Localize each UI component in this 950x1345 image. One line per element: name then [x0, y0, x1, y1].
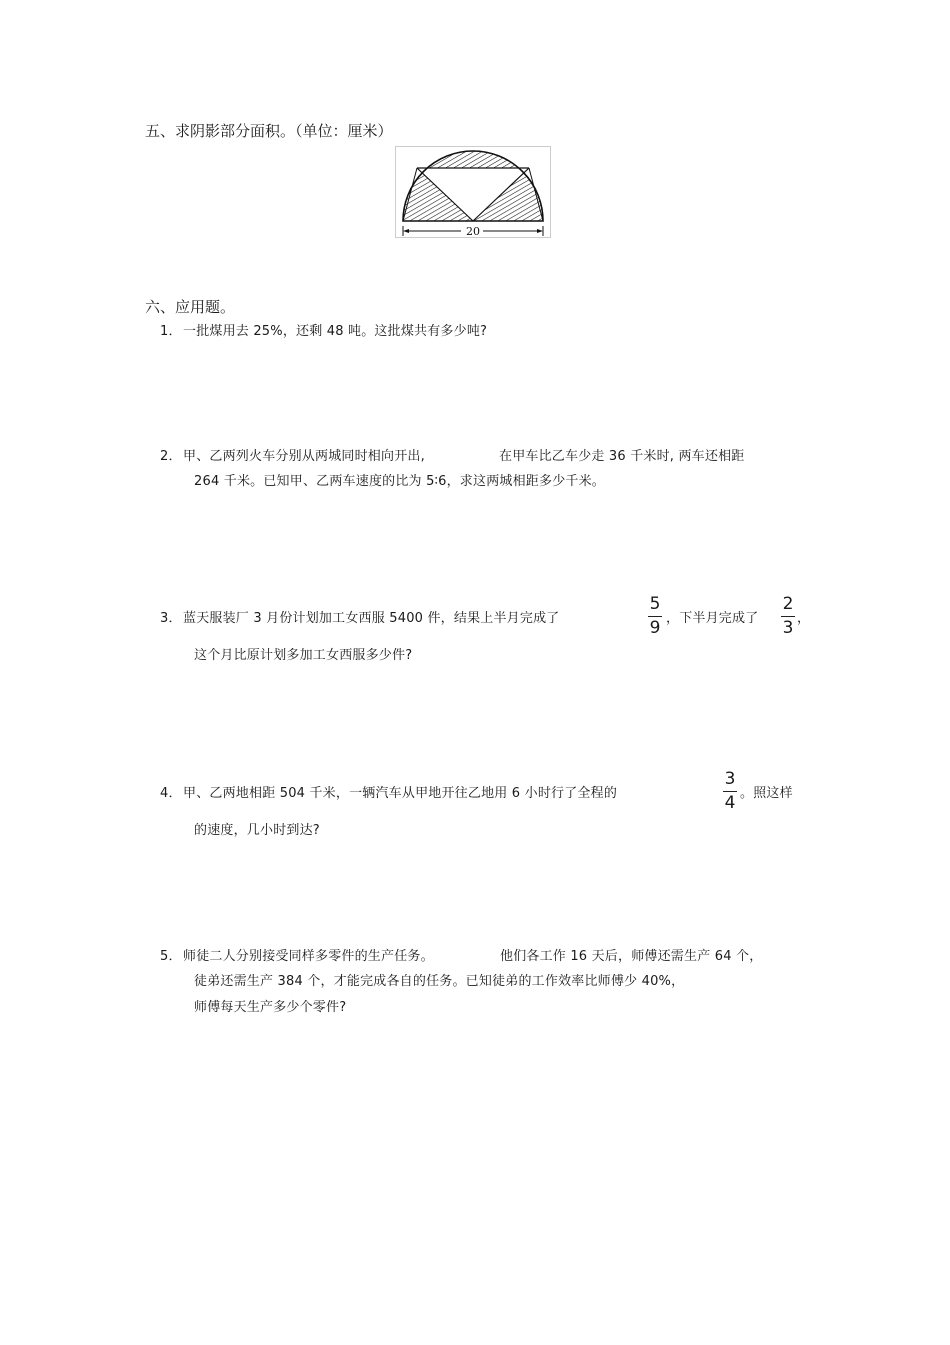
question-4-line1b: 。照这样 — [740, 786, 793, 801]
semicircle-shaded-figure — [395, 146, 551, 238]
fraction-three-quarters — [722, 771, 738, 812]
question-1-number: 1． — [160, 324, 182, 339]
question-3-line1c: ， — [797, 611, 811, 626]
question-3-line1b: ，下半月完成了 — [666, 611, 759, 626]
section-5-title: 五、求阴影部分面积。（单位：厘米） — [145, 122, 393, 140]
fraction-bar — [781, 616, 795, 617]
question-4-number: 4． — [160, 786, 182, 801]
question-5-line1b: 他们各工作 16 天后，师傅还需生产 64 个， — [500, 949, 763, 964]
fraction-denominator: 4 — [724, 793, 736, 813]
question-3-line2: 这个月比原计划多加工女西服多少件? — [194, 648, 413, 663]
fraction-denominator: 3 — [782, 618, 794, 638]
section-6-title: 六、应用题。 — [145, 298, 236, 316]
fraction-numerator: 2 — [782, 594, 794, 614]
question-3-number: 3． — [160, 611, 182, 626]
question-5-line2: 徒弟还需生产 384 个，才能完成各自的任务。已知徒弟的工作效率比师傅少 40%， — [194, 974, 685, 989]
question-2-line1b: 在甲车比乙车少走 36 千米时, 两车还相距 — [499, 449, 745, 464]
fraction-five-ninths — [647, 596, 663, 637]
fraction-numerator: 5 — [649, 594, 661, 614]
question-1-text: 一批煤用去 25%，还剩 48 吨。这批煤共有多少吨? — [183, 324, 488, 339]
fraction-numerator: 3 — [724, 769, 736, 789]
fraction-bar — [723, 791, 737, 792]
question-5-line1a: 师徒二人分别接受同样多零件的生产任务。 — [183, 949, 434, 964]
question-2-line2: 264 千米。已知甲、乙两车速度的比为 5∶6，求这两城相距多少千米。 — [194, 474, 606, 489]
question-2-line1a: 甲、乙两列火车分别从两城同时相向开出, — [183, 449, 425, 464]
question-5-line3: 师傅每天生产多少个零件? — [194, 1000, 347, 1015]
fraction-bar — [648, 616, 662, 617]
question-4-line1a: 甲、乙两地相距 504 千米，一辆汽车从甲地开往乙地用 6 小时行了全程的 — [183, 786, 618, 801]
fraction-denominator: 9 — [649, 618, 661, 638]
question-2-number: 2． — [160, 449, 182, 464]
question-3-line1a: 蓝天服装厂 3 月份计划加工女西服 5400 件，结果上半月完成了 — [183, 611, 560, 626]
figure-dimension-label: 20 — [466, 225, 480, 238]
question-5-number: 5． — [160, 949, 182, 964]
question-4-line2: 的速度，几小时到达? — [194, 823, 320, 838]
fraction-two-thirds — [780, 596, 796, 637]
